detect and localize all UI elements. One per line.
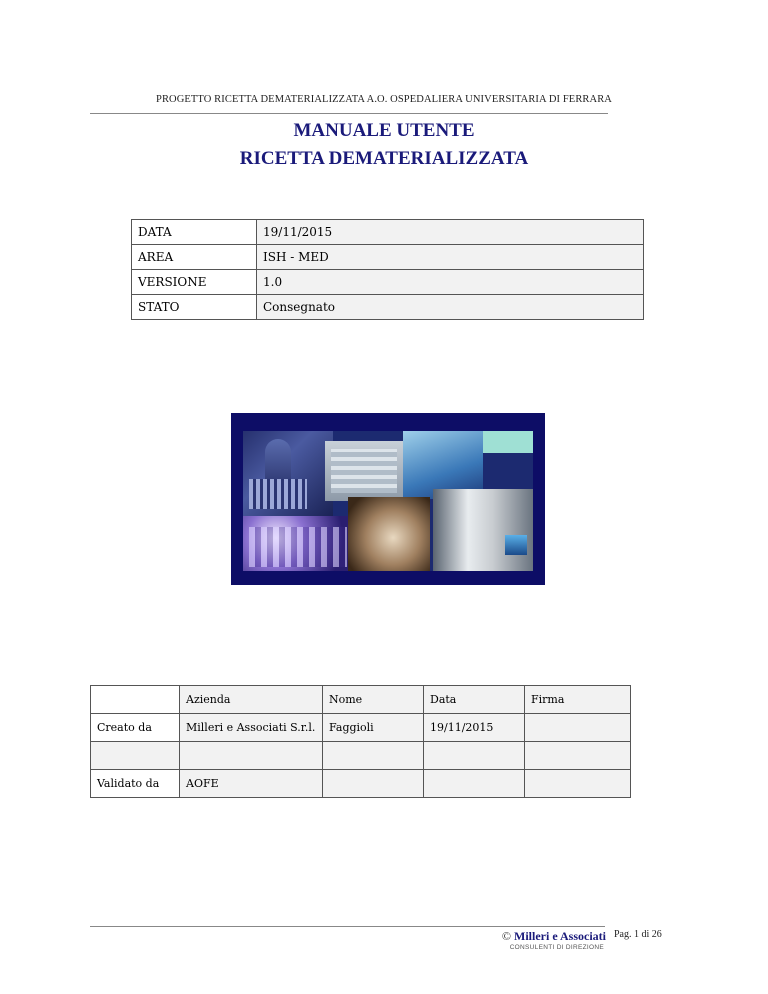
table-cell xyxy=(525,714,631,742)
table-cell: Faggioli xyxy=(323,714,424,742)
table-header: Data xyxy=(424,686,525,714)
table-row xyxy=(91,714,631,742)
info-value: 19/11/2015 xyxy=(257,220,644,245)
footer-divider xyxy=(90,926,605,927)
table-row xyxy=(91,742,631,770)
table-row xyxy=(132,270,644,295)
info-value: ISH - MED xyxy=(257,245,644,270)
info-value: 1.0 xyxy=(257,270,644,295)
table-header: Firma xyxy=(525,686,631,714)
table-header: Azienda xyxy=(180,686,323,714)
header-divider xyxy=(90,113,608,114)
footer-brand-subtitle: CONSULENTI DI DIREZIONE xyxy=(509,944,604,951)
table-row xyxy=(132,220,644,245)
collage-inner xyxy=(243,431,533,571)
table-cell xyxy=(424,742,525,770)
document-info-table xyxy=(131,219,644,320)
table-cell xyxy=(323,742,424,770)
collage-tile-flask xyxy=(348,497,430,571)
info-key: STATO xyxy=(132,295,257,320)
table-cell: Creato da xyxy=(91,714,180,742)
info-key: AREA xyxy=(132,245,257,270)
header-title: PROGETTO RICETTA DEMATERIALIZZATA A.O. OSPEDALIERA UNIVERSITARIA DI FERRARA xyxy=(156,94,612,105)
table-row xyxy=(132,245,644,270)
info-key: DATA xyxy=(132,220,257,245)
table-cell xyxy=(323,770,424,798)
table-cell xyxy=(424,770,525,798)
table-cell: Milleri e Associati S.r.l. xyxy=(180,714,323,742)
collage-tile-screen-lines xyxy=(331,449,397,493)
table-cell: Validato da xyxy=(91,770,180,798)
table-header xyxy=(91,686,180,714)
footer-brand-name: Milleri e Associati xyxy=(514,929,606,943)
document-title: MANUALE UTENTE xyxy=(293,120,475,141)
table-cell xyxy=(525,742,631,770)
table-header-row xyxy=(91,686,631,714)
document-subtitle: RICETTA DEMATERIALIZZATA xyxy=(239,148,529,169)
table-cell xyxy=(180,742,323,770)
table-row xyxy=(91,770,631,798)
table-cell xyxy=(91,742,180,770)
table-row xyxy=(132,295,644,320)
table-cell: 19/11/2015 xyxy=(424,714,525,742)
table-cell xyxy=(525,770,631,798)
collage-tile-monitor-small xyxy=(505,535,527,555)
info-value: Consegnato xyxy=(257,295,644,320)
signature-table xyxy=(90,685,631,798)
footer-brand xyxy=(470,929,606,944)
collage-tile-keyboard xyxy=(249,479,307,509)
cover-collage-image xyxy=(231,413,545,585)
table-header: Nome xyxy=(323,686,424,714)
copyright-icon: © xyxy=(501,929,512,943)
table-cell: AOFE xyxy=(180,770,323,798)
page-number: Pag. 1 di 26 xyxy=(614,929,662,940)
info-key: VERSIONE xyxy=(132,270,257,295)
collage-tile-equipment xyxy=(433,489,533,571)
collage-tile-vials xyxy=(249,527,347,567)
collage-tile-teal xyxy=(483,431,533,453)
